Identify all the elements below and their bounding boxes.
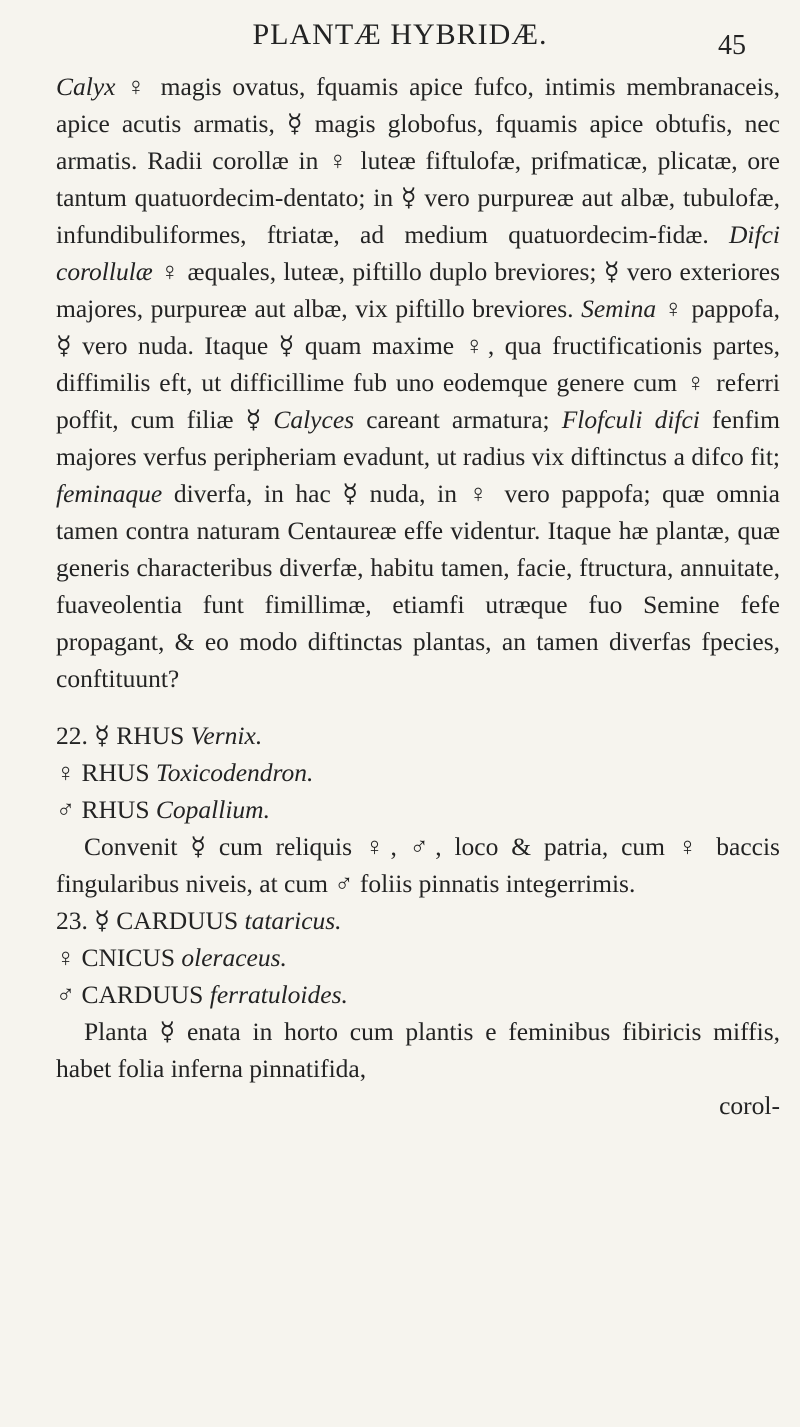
entry-list-23: [56, 902, 780, 1013]
text-run: ♀ RHUS: [56, 758, 156, 787]
italic-term: Semina: [581, 294, 657, 323]
text-run: fenfim majores verfus peripheriam evadunt, ut radius vix diftinctus a difco fit;: [56, 405, 780, 471]
italic-term: Vernix.: [190, 721, 263, 750]
text-run: ♀ magis ovatus, fquamis apice fufco, intimis membranaceis, apice acutis armatis, ☿ magis globofus, fquamis apice obtufis, nec armatis. Radii corollæ in ♀ luteæ fiftulofæ, prifmaticæ, plicatæ, ore tantum quatuordecim-dentato; in ☿ vero purpureæ aut albæ, tubulofæ, infundibuliformes, ftriatæ, ad medium quatuordecim-fidæ.: [56, 72, 780, 249]
entry-heading: [56, 717, 780, 754]
italic-term: Difci corollulæ: [56, 220, 780, 286]
paragraph-rhus: [56, 828, 780, 902]
italic-term: Calyx: [56, 72, 116, 101]
text-run: 23. ☿ CARDUUS: [56, 906, 245, 935]
text-run: Convenit ☿ cum reliquis ♀, ♂, loco & patria, cum ♀ baccis fingularibus niveis, at cum ♂ foliis pinnatis integerrimis.: [56, 832, 780, 898]
text-run: ♀ pappofa, ☿ vero nuda. Itaque ☿ quam maxime ♀, qua fructificationis partes, diffimilis eft, ut difficillime fub uno eodemque genere cum ♀ referri poffit, cum filiæ ☿: [56, 294, 780, 434]
italic-term: oleraceus.: [181, 943, 287, 972]
text-run: ♀ CNICUS: [56, 943, 182, 972]
italic-term: Flofculi difci: [561, 405, 700, 434]
page-number: 45: [718, 30, 746, 61]
italic-term: ferratuloides.: [209, 980, 348, 1009]
entry-heading: [56, 939, 780, 976]
italic-term: Toxicodendron.: [155, 758, 314, 787]
text-run: ♂ RHUS: [56, 795, 156, 824]
italic-term: feminaque: [56, 479, 163, 508]
text-run: diverfa, in hac ☿ nuda, in ♀ vero pappofa; quæ omnia tamen contra naturam Centaureæ effe videntur. Itaque hæ plantæ, quæ generis characteribus diverfæ, habitu tamen, facie, ftructura, annuitate, fuaveolentia funt fimillimæ, etiamfi utræque fuo Semine fefe propagant, & eo modo diftinctas plantas, an tamen diverfas fpecies, conftituunt?: [56, 479, 780, 693]
italic-term: Calyces: [273, 405, 355, 434]
entry-heading: [56, 791, 780, 828]
text-run: careant armatura;: [354, 405, 562, 434]
entry-heading: [56, 976, 780, 1013]
text-run: ♀ æquales, luteæ, piftillo duplo breviores; ☿ vero exteriores majores, purpureæ aut albæ, vix piftillo breviores.: [56, 257, 780, 323]
catchword: corol-: [719, 1091, 780, 1120]
entry-heading: [56, 754, 780, 791]
text-run: ♂ CARDUUS: [56, 980, 210, 1009]
entry-list-22: [56, 717, 780, 828]
italic-term: tataricus.: [244, 906, 342, 935]
paragraph-description: [56, 68, 780, 697]
italic-term: Copallium.: [155, 795, 270, 824]
running-header: PLANTÆ HYBRIDÆ.: [252, 18, 548, 51]
text-run: 22. ☿ RHUS: [56, 721, 191, 750]
page-body: [56, 68, 780, 1124]
paragraph-carduus: [56, 1013, 780, 1087]
text-run: Planta ☿ enata in horto cum plantis e feminibus fibiricis miffis, habet folia inferna pinnatifida,: [56, 1017, 780, 1083]
entry-heading: [56, 902, 780, 939]
